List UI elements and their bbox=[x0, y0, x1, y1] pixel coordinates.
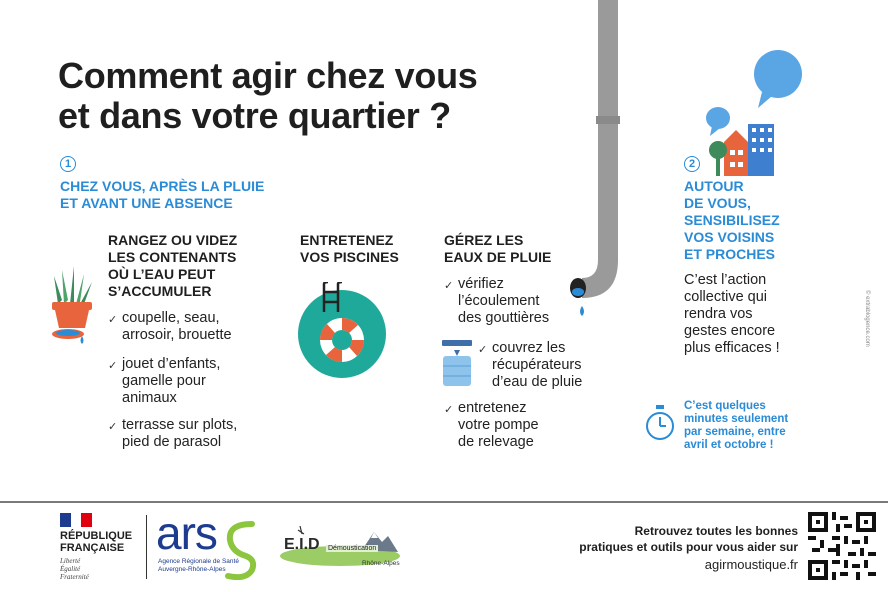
qr-code-icon[interactable] bbox=[808, 512, 876, 580]
list-item: ✓ terrasse sur plots, pied de parasol bbox=[108, 417, 238, 450]
col2-heading: ENTRETENEZ VOS PISCINES bbox=[300, 232, 399, 265]
list-item: ✓ vérifiez l’écoulement des gouttières bbox=[444, 276, 550, 326]
marianne-flag-icon bbox=[60, 513, 92, 527]
page-title: Comment agir chez vous et dans votre quartier ? bbox=[58, 55, 478, 136]
eid-region: Rhône-Alpes bbox=[362, 560, 400, 567]
section2-body: C’est l’action collective qui rendra vos gestes encore plus efficaces ! bbox=[684, 272, 780, 356]
check-icon: ✓ bbox=[444, 404, 454, 416]
section2-heading: AUTOUR DE VOUS, SENSIBILISEZ VOS VOISINS ET PROCHES bbox=[684, 178, 780, 262]
footer-url-link[interactable]: agirmoustique.fr bbox=[704, 557, 798, 572]
rf-motto: Liberté Égalité Fraternité bbox=[60, 557, 89, 581]
check-icon: ✓ bbox=[108, 421, 118, 433]
footer-divider bbox=[0, 501, 888, 503]
list-item: ✓ coupelle, seau, arrosoir, brouette bbox=[108, 310, 232, 343]
eid-logo: E.I.D bbox=[284, 536, 320, 553]
stopwatch-icon bbox=[644, 404, 676, 442]
check-icon: ✓ bbox=[108, 360, 118, 372]
rain-barrel-icon bbox=[440, 336, 474, 388]
list-item: ✓ couvrez les récupérateurs d’eau de pluie bbox=[478, 340, 583, 390]
eid-subtitle: Démoustication bbox=[328, 545, 377, 552]
rf-name: RÉPUBLIQUE FRANÇAISE bbox=[60, 530, 133, 554]
check-icon: ✓ bbox=[444, 280, 454, 292]
col1-heading: RANGEZ OU VIDEZ LES CONTENANTS OÙ L’EAU PEUT S’ACCUMULER bbox=[108, 232, 238, 299]
section-number-1: 1 bbox=[60, 156, 76, 172]
check-icon: ✓ bbox=[478, 344, 488, 356]
col3-heading: GÉREZ LES EAUX DE PLUIE bbox=[444, 232, 552, 265]
plant-pot-icon bbox=[46, 266, 98, 346]
neighborhood-icon bbox=[702, 46, 806, 176]
gutter-pipe-icon bbox=[560, 0, 620, 330]
ars-subtitle: Agence Régionale de Santé Auvergne-Rhône-Alpes bbox=[158, 558, 239, 573]
pool-icon bbox=[294, 282, 390, 378]
footer-cta: Retrouvez toutes les bonnes pratiques et outils pour vous aider sur bbox=[579, 524, 798, 554]
logo-separator bbox=[146, 515, 147, 579]
ars-logo: ars bbox=[156, 507, 217, 559]
list-item: ✓ jouet d’enfants, gamelle pour animaux bbox=[108, 356, 221, 406]
list-item: ✓ entretenez votre pompe de relevage bbox=[444, 400, 539, 450]
check-icon: ✓ bbox=[108, 314, 118, 326]
side-credit: © extrablogence.com bbox=[864, 290, 870, 347]
section1-heading: CHEZ VOUS, APRÈS LA PLUIE ET AVANT UNE ABSENCE bbox=[60, 178, 265, 211]
section-number-2: 2 bbox=[684, 156, 700, 172]
time-note: C’est quelques minutes seulement par semaine, entre avril et octobre ! bbox=[684, 400, 789, 451]
